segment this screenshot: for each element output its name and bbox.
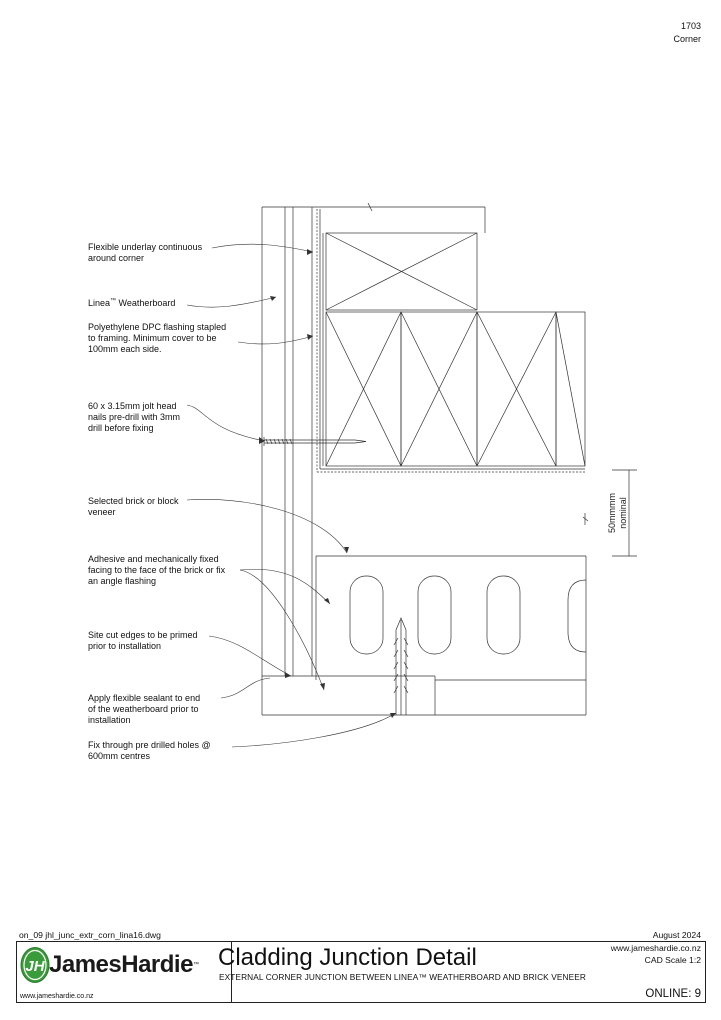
label-flexible-sealant: Apply flexible sealant to end of the weatherboard prior to installation <box>88 693 201 725</box>
label-flexible-underlay: Flexible underlay continuous around corner <box>88 242 203 263</box>
leader-arrowheads <box>259 249 396 718</box>
brick-veneer <box>316 556 586 715</box>
jh-logo-icon <box>20 946 50 984</box>
linea-tm: ™ <box>110 298 117 304</box>
label-jolt-nails: 60 x 3.15mm jolt head nails pre-drill with 3mm drill before fixing <box>88 401 181 433</box>
brand-tm: ™ <box>192 962 199 968</box>
label-dpc-flashing: Polyethylene DPC flashing stapled to framing. Minimum cover to be 100mm each side. <box>88 322 227 354</box>
cad-scale: CAD Scale 1:2 <box>644 955 701 965</box>
linea-text: Linea <box>88 298 111 308</box>
dimension-note: nominal <box>618 497 628 529</box>
website-top-link[interactable]: www.jameshardie.co.nz <box>610 943 701 953</box>
online-reference: ONLINE: 9 <box>645 988 701 1000</box>
underlay-double-line <box>320 209 585 469</box>
logo-letters: JH <box>25 958 45 975</box>
label-adhesive-facing: Adhesive and mechanically fixed facing to the face of the brick or fix an angle flashing <box>88 554 226 586</box>
issue-date: August 2024 <box>652 930 701 940</box>
weatherboard-section <box>262 203 485 715</box>
flexible-underlay-line <box>317 209 585 472</box>
jolt-head-nail <box>264 437 366 446</box>
website-bottom-link[interactable]: www.jameshardie.co.nz <box>20 993 94 1000</box>
drawing-title: Cladding Junction Detail <box>218 944 477 971</box>
label-fix-through: Fix through pre drilled holes @ 600mm centres <box>88 740 211 761</box>
dimension-text <box>607 493 628 533</box>
drawing-number: 1703 <box>680 21 701 31</box>
corner-facing-board <box>262 676 586 715</box>
weatherboard-text: Weatherboard <box>116 298 176 308</box>
label-linea-weatherboard <box>88 296 175 309</box>
filename: on_09 jhl_junc_extr_corn_lina16.dwg <box>19 930 161 940</box>
label-brick-veneer: Selected brick or block veneer <box>88 496 179 517</box>
leader-lines <box>187 244 396 747</box>
framing-lower-blocks <box>326 312 585 466</box>
fixing-anchor <box>394 618 408 715</box>
brand-name <box>49 951 198 979</box>
brand-text: JamesHardie <box>49 951 193 978</box>
dimension-value: 50mmmm <box>607 493 617 533</box>
drawing-type: Corner <box>673 34 701 44</box>
label-site-cut-edges: Site cut edges to be primed prior to installation <box>88 630 198 651</box>
framing-top-block <box>326 233 477 310</box>
drawing-subtitle: EXTERNAL CORNER JUNCTION BETWEEN LINEA™ WEATHERBOARD AND BRICK VENEER <box>219 972 586 982</box>
